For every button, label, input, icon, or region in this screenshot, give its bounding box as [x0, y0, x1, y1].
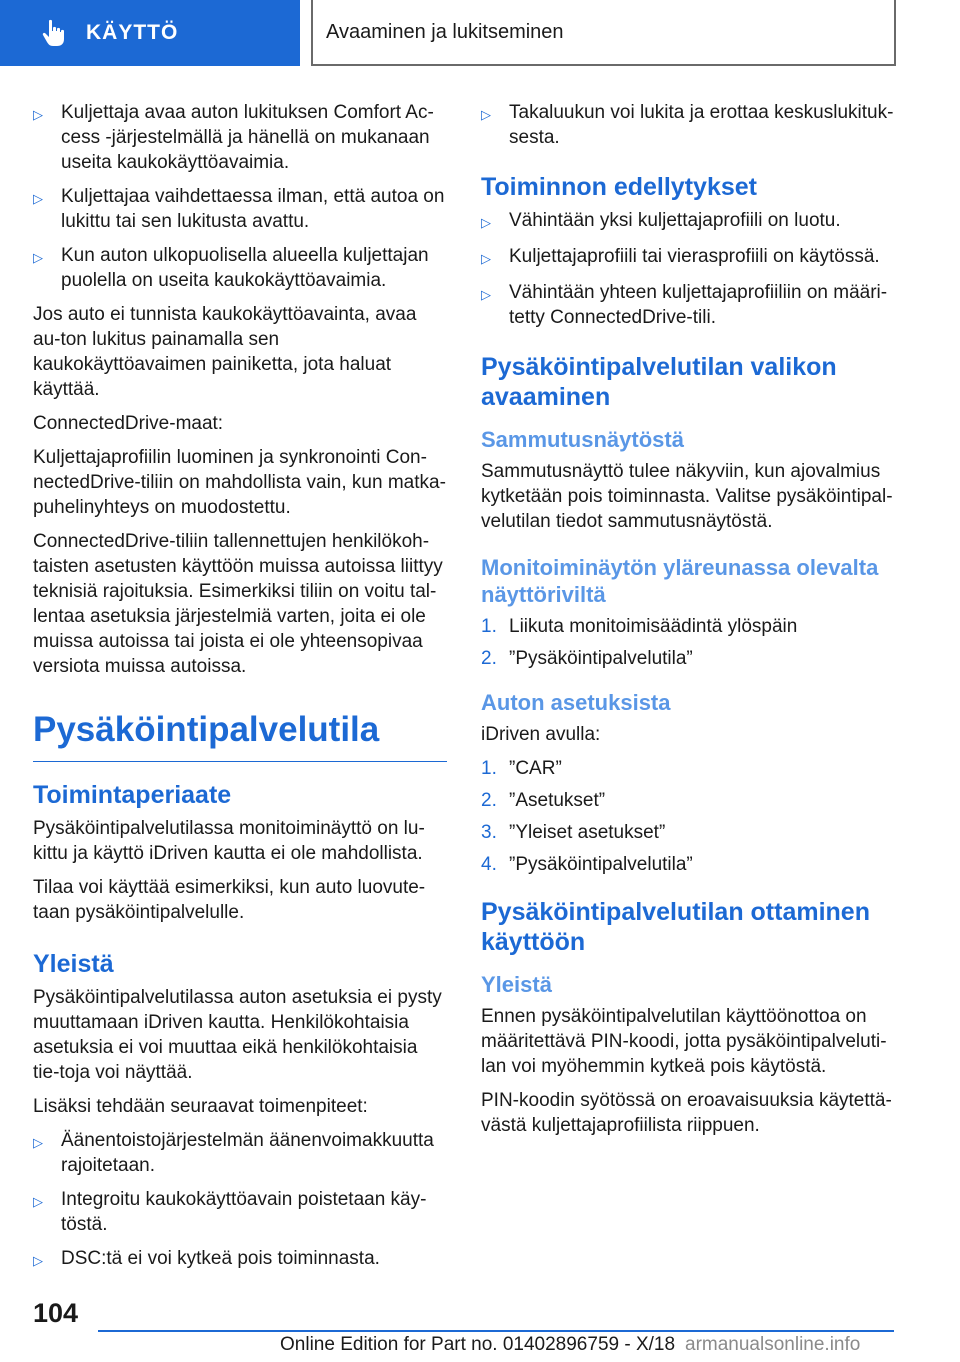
minor-heading: Auton asetuksista — [481, 690, 671, 715]
subsection-heading: Pysäköintipalvelutilan valikon avaaminen — [481, 353, 837, 411]
triangle-bullet-icon: ▷ — [33, 1135, 43, 1150]
minor-heading: Monitoiminäytön yläreunassa olevalta näyttöriviltä — [481, 555, 879, 607]
paragraph: ConnectedDrive-tiliin tallennettujen henkilökoh-taisten asetusten käyttöön muissa autoissa liittyy teknisiä rajoituksia. Esimerkiksi tiliin on voitu tal-lentaa asetuksia järjestelmiä varten, joita ei ole muissa autoissa tai joista ei ole yhteensopivaa versiota muissa autoissa. — [33, 531, 443, 677]
subsection-heading: Yleistä — [33, 950, 114, 978]
list-item: ▷ Kun auton ulkopuolisella alueella kuljettajan puolella on useita kaukokäyttöavaimia. — [33, 245, 429, 291]
section-tab-label: KÄYTTÖ — [86, 21, 179, 44]
section-tab[interactable] — [0, 0, 300, 66]
hand-pointer-icon — [38, 17, 70, 49]
paragraph: Pysäköintipalvelutilassa auton asetuksia ei pysty muuttamaan iDriven kautta. Henkilökohtaisia asetuksia ei voi muuttaa eikä henkilökohtaisia tie-toja voi näyttää. — [33, 987, 442, 1083]
paragraph: Ennen pysäköintipalvelutilan käyttöönottoa on määritettävä PIN-koodi, jotta pysäköintipalveluti-lan voi myöhemmin kytkeä pois käytöstä. — [481, 1006, 887, 1077]
paragraph: Kuljettajaprofiilin luominen ja synkronointi Con-nectedDrive-tiliin on mahdollista vain, kun matka-puhelinyhteys on muodostettu. — [33, 447, 446, 518]
paragraph: Lisäksi tehdään seuraavat toimenpiteet: — [33, 1096, 368, 1117]
paragraph: iDriven avulla: — [481, 724, 601, 745]
section-heading: Pysäköintipalvelutila — [33, 709, 447, 762]
triangle-bullet-icon: ▷ — [33, 1253, 43, 1268]
triangle-bullet-icon: ▷ — [33, 191, 43, 206]
list-item: ▷ Kuljettajaa vaihdettaessa ilman, että autoa on lukittu tai sen lukitusta avattu. — [33, 186, 445, 232]
list-item: ▷ Integroitu kaukokäyttöavain poistetaan käy-töstä. — [33, 1189, 427, 1235]
left-column — [33, 100, 447, 1282]
subsection-heading: Pysäköintipalvelutilan ottaminen käyttöön — [481, 898, 870, 956]
list-item: 1. ”CAR” — [481, 758, 562, 779]
paragraph: Pysäköintipalvelutilassa monitoiminäyttö on lu-kittu ja käyttö iDriven kautta ei ole mahdollista. — [33, 818, 425, 864]
list-item: 3. ”Yleiset asetukset” — [481, 822, 666, 843]
list-item: 2. ”Pysäköintipalvelutila” — [481, 648, 693, 669]
triangle-bullet-icon: ▷ — [33, 107, 43, 122]
triangle-bullet-icon: ▷ — [33, 250, 43, 265]
subsection-heading: Toiminnon edellytykset — [481, 173, 757, 201]
watermark: armanualsonline.info — [685, 1334, 861, 1355]
list-item: ▷ DSC:tä ei voi kytkeä pois toiminnasta. — [33, 1246, 447, 1273]
triangle-bullet-icon: ▷ — [481, 107, 491, 122]
triangle-bullet-icon: ▷ — [481, 251, 491, 266]
paragraph: Tilaa voi käyttää esimerkiksi, kun auto luovute-taan pysäköintipalvelulle. — [33, 877, 426, 923]
list-item: ▷ Vähintään yksi kuljettajaprofiili on luotu. — [481, 208, 896, 235]
paragraph: Jos auto ei tunnista kaukokäyttöavainta, avaa au-ton lukitus painamalla sen kaukokäyttöavaimen painiketta, jota haluat käyttää. — [33, 304, 417, 400]
list-item: ▷ Kuljettaja avaa auton lukituksen Comfort Ac-cess -järjestelmällä ja hänellä on mukanaan useita kaukokäyttöavaimia. — [33, 102, 434, 173]
paragraph: Sammutusnäyttö tulee näkyviin, kun ajovalmius kytketään pois toiminnasta. Valitse pysäköintipal-velutilan tiedot sammutusnäytöstä. — [481, 461, 893, 532]
page-number: 104 — [33, 1298, 79, 1328]
paragraph: ConnectedDrive-maat: — [33, 413, 224, 434]
chapter-tab-label: Avaaminen ja lukitseminen — [326, 20, 564, 43]
list-item: 2. ”Asetukset” — [481, 790, 606, 811]
list-item: ▷ Kuljettajaprofiili tai vierasprofiili on käytössä. — [481, 244, 896, 271]
paragraph: PIN-koodin syötössä on eroavaisuuksia käytettä-västä kuljettajaprofiilista riippuen. — [481, 1090, 892, 1136]
right-column — [481, 100, 896, 1147]
page-header — [0, 0, 960, 66]
list-item: ▷ Äänentoistojärjestelmän äänenvoimakkuutta rajoitetaan. — [33, 1130, 434, 1176]
minor-heading: Yleistä — [481, 972, 552, 997]
triangle-bullet-icon: ▷ — [33, 1194, 43, 1209]
triangle-bullet-icon: ▷ — [481, 215, 491, 230]
list-item: ▷ Takaluukun voi lukita ja erottaa keskuslukituk-sesta. — [481, 102, 894, 148]
subsection-heading: Toimintaperiaate — [33, 781, 232, 809]
footer-divider — [98, 1330, 894, 1332]
minor-heading: Sammutusnäytöstä — [481, 427, 684, 452]
list-item: 4. ”Pysäköintipalvelutila” — [481, 854, 693, 875]
triangle-bullet-icon: ▷ — [481, 287, 491, 302]
list-item: 1. Liikuta monitoimisäädintä ylöspäin — [481, 616, 798, 637]
edition-text: Online Edition for Part no. 01402896759 - X/18 — [280, 1334, 676, 1355]
list-item: ▷ Vähintään yhteen kuljettajaprofiiliin on määri-tetty ConnectedDrive-tili. — [481, 282, 888, 328]
chapter-tab[interactable] — [311, 0, 896, 66]
